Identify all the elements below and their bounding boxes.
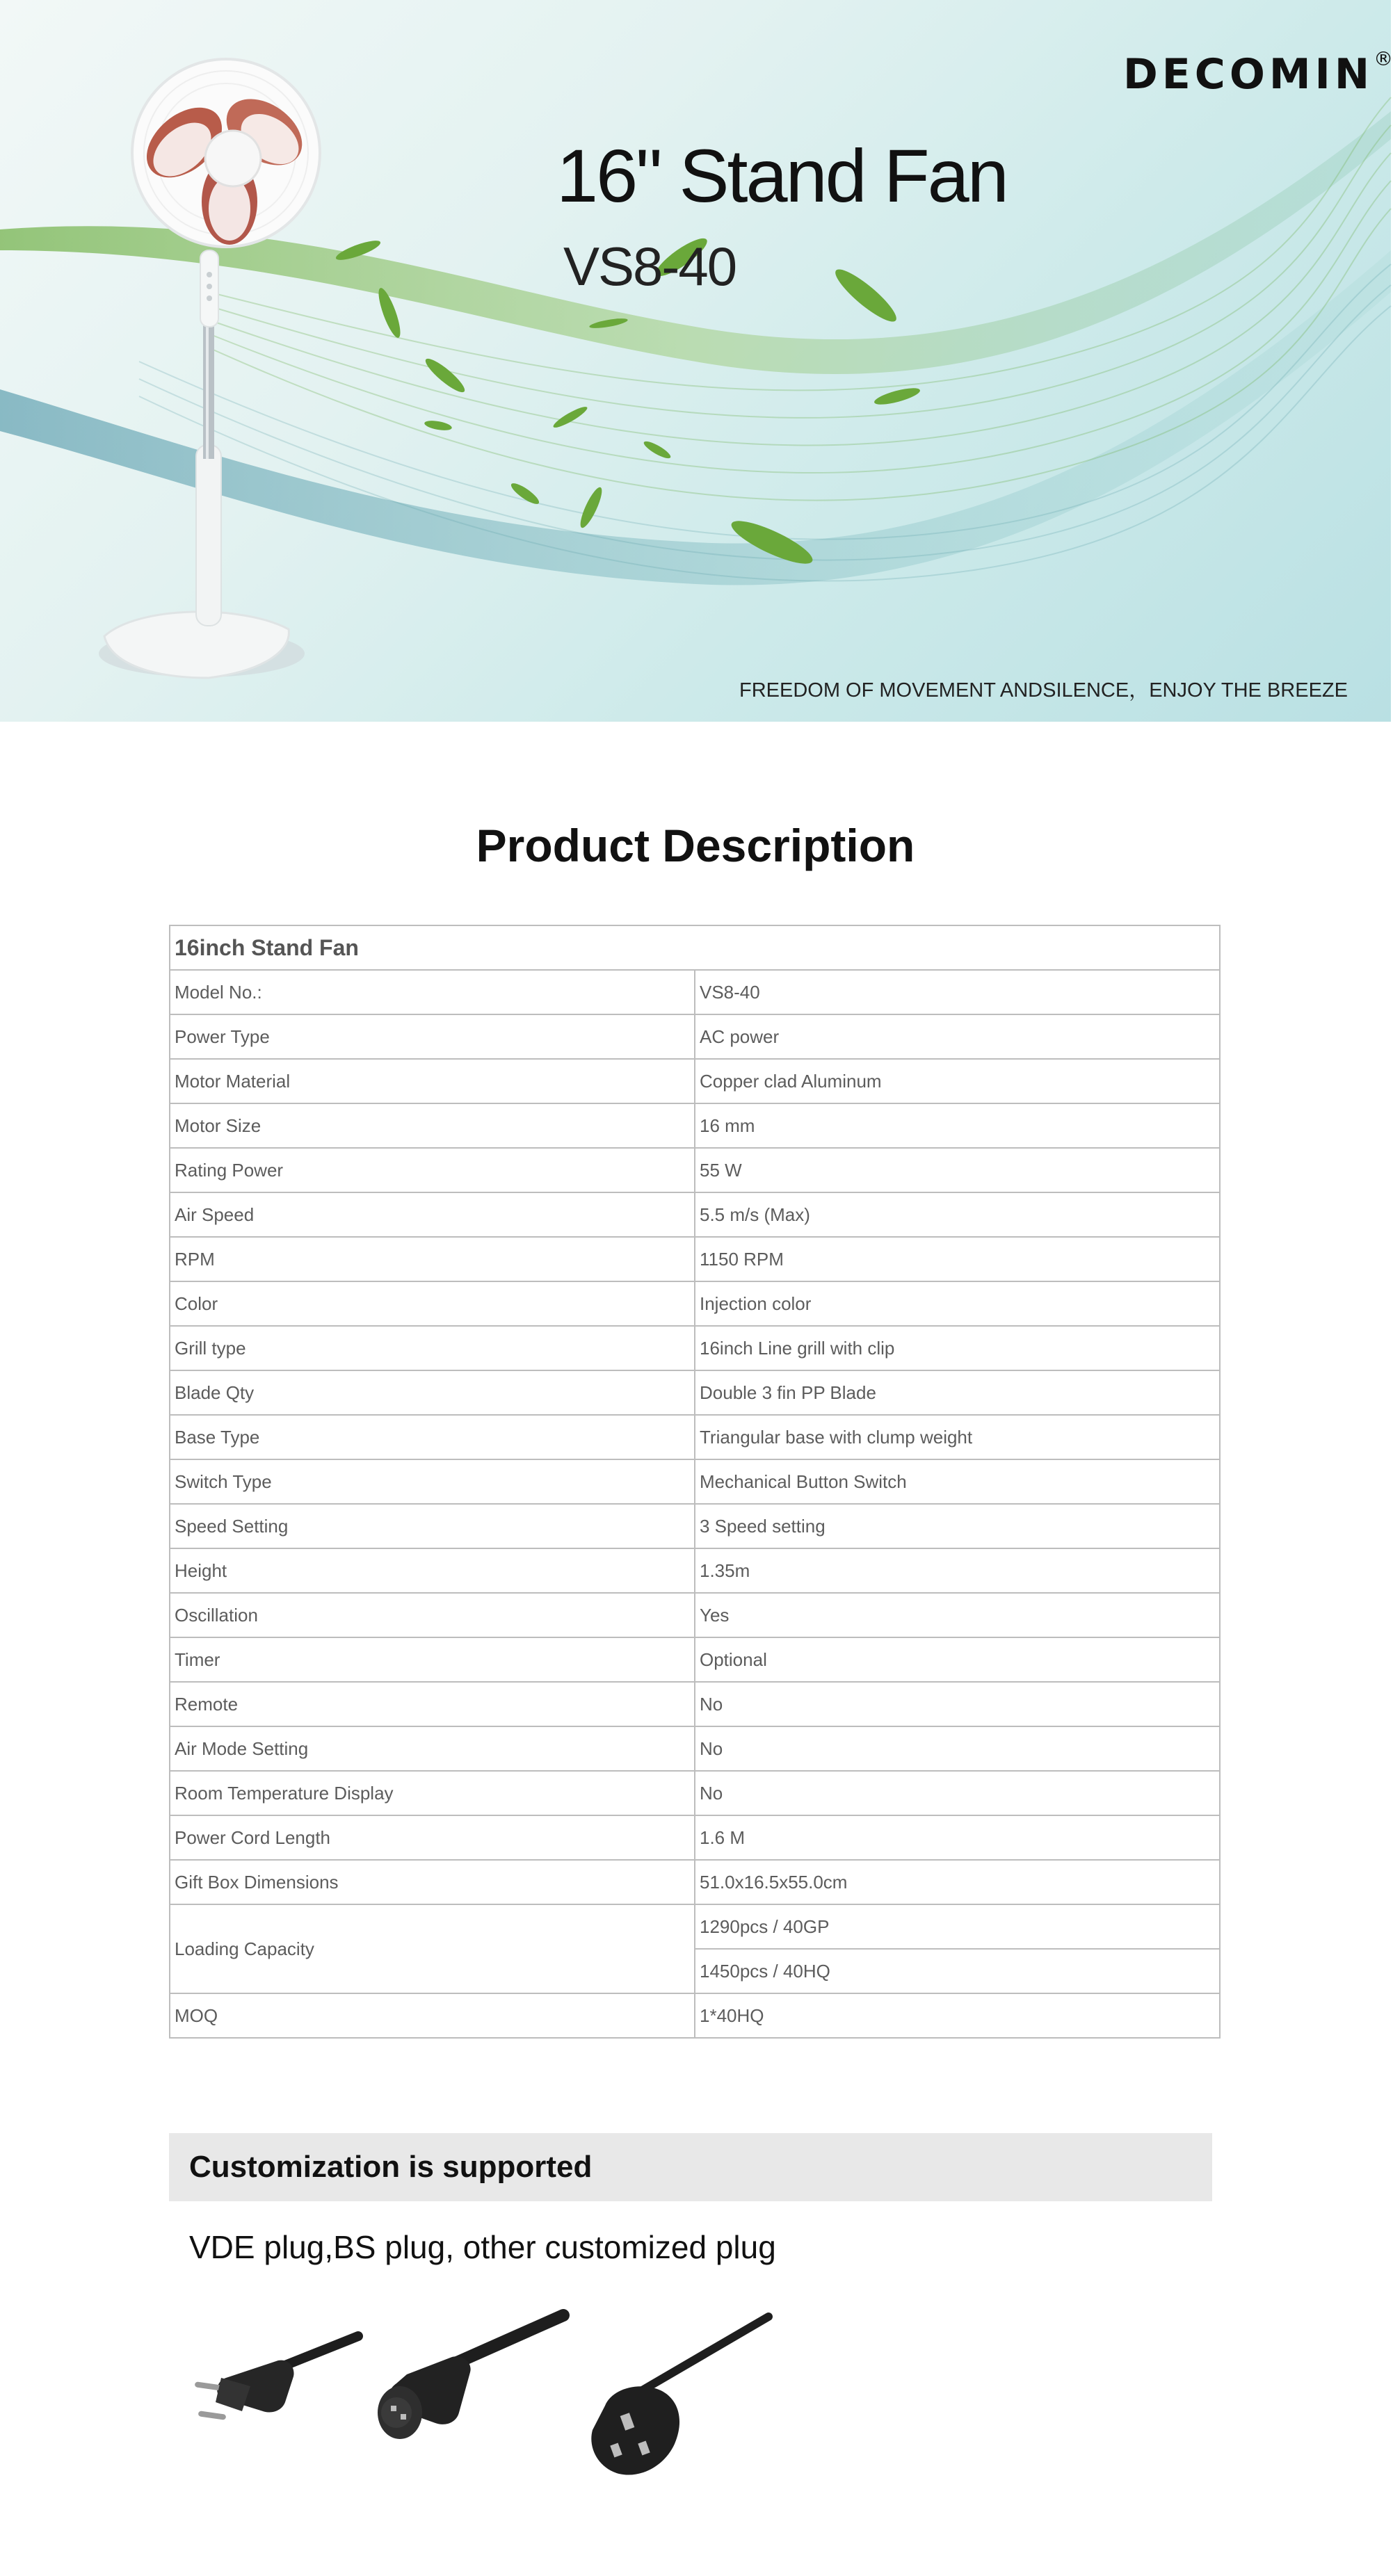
customization-bar [169, 2133, 1212, 2201]
spec-table [169, 925, 1221, 2039]
hero-banner [0, 0, 1391, 722]
spec-value: 1290pcs / 40GP [695, 1904, 1220, 1949]
spec-label: Switch Type [170, 1459, 695, 1504]
table-row [170, 1459, 1220, 1504]
spec-label: Remote [170, 1682, 695, 1726]
spec-value: Double 3 fin PP Blade [695, 1370, 1220, 1415]
spec-value: No [695, 1682, 1220, 1726]
spec-value: 1150 RPM [695, 1237, 1220, 1281]
table-row [170, 1771, 1220, 1815]
plug-options-text: VDE plug,BS plug, other customized plug [189, 2229, 776, 2265]
vde-plug-icon [195, 2336, 358, 2420]
spec-value: 1450pcs / 40HQ [695, 1949, 1220, 1993]
spec-label: Loading Capacity [170, 1904, 695, 1993]
spec-value: 1*40HQ [695, 1993, 1220, 2038]
product-model: VS8-40 [563, 236, 736, 297]
spec-label: Height [170, 1548, 695, 1593]
table-row [170, 1192, 1220, 1237]
spec-value: No [695, 1771, 1220, 1815]
table-row [170, 1904, 1220, 1949]
spec-value: 1.35m [695, 1548, 1220, 1593]
spec-value: 1.6 M [695, 1815, 1220, 1860]
spec-table-header: 16inch Stand Fan [170, 925, 1220, 970]
spec-value: 55 W [695, 1148, 1220, 1192]
plug-images [167, 2308, 793, 2517]
spec-value: Copper clad Aluminum [695, 1059, 1220, 1103]
spec-value: Optional [695, 1637, 1220, 1682]
customization-heading: Customization is supported [189, 2150, 593, 2184]
spec-label: Base Type [170, 1415, 695, 1459]
spec-label: Power Cord Length [170, 1815, 695, 1860]
brand-name: DECOMIN [1123, 50, 1374, 99]
registered-mark: ® [1374, 47, 1393, 70]
table-row [170, 1548, 1220, 1593]
table-row [170, 1815, 1220, 1860]
table-row [170, 1014, 1220, 1059]
brand-logo [1123, 47, 1393, 99]
spec-value: AC power [695, 1014, 1220, 1059]
spec-label: Model No.: [170, 970, 695, 1014]
table-row [170, 970, 1220, 1014]
spec-value: 5.5 m/s (Max) [695, 1192, 1220, 1237]
spec-label: Timer [170, 1637, 695, 1682]
table-row [170, 1059, 1220, 1103]
spec-label: Motor Size [170, 1103, 695, 1148]
spec-value: Yes [695, 1593, 1220, 1637]
table-row [170, 1370, 1220, 1415]
table-row [170, 1593, 1220, 1637]
spec-value: 51.0x16.5x55.0cm [695, 1860, 1220, 1904]
table-row [170, 1148, 1220, 1192]
spec-label: Color [170, 1281, 695, 1326]
table-row [170, 1281, 1220, 1326]
spec-label: Blade Qty [170, 1370, 695, 1415]
spec-label: Oscillation [170, 1593, 695, 1637]
product-title: 16" Stand Fan [556, 133, 1007, 218]
spec-value: VS8-40 [695, 970, 1220, 1014]
table-row [170, 1993, 1220, 2038]
hero-slogan: FREEDOM OF MOVEMENT ANDSILENCE，ENJOY THE BREEZE [739, 679, 1348, 702]
spec-label: Gift Box Dimensions [170, 1860, 695, 1904]
spec-value: Triangular base with clump weight [695, 1415, 1220, 1459]
schuko-plug-icon [378, 2315, 563, 2439]
table-row [170, 1504, 1220, 1548]
spec-value: Mechanical Button Switch [695, 1459, 1220, 1504]
spec-label: Motor Material [170, 1059, 695, 1103]
table-row [170, 1637, 1220, 1682]
table-row [170, 1103, 1220, 1148]
table-row [170, 1726, 1220, 1771]
table-row [170, 1237, 1220, 1281]
spec-value: 3 Speed setting [695, 1504, 1220, 1548]
section-title: Product Description [476, 820, 915, 871]
table-row [170, 1682, 1220, 1726]
spec-label: RPM [170, 1237, 695, 1281]
spec-value: 16inch Line grill with clip [695, 1326, 1220, 1370]
table-row [170, 1326, 1220, 1370]
stand-fan-illustration [99, 59, 320, 678]
spec-label: Room Temperature Display [170, 1771, 695, 1815]
bs-plug-icon [591, 2317, 768, 2475]
spec-label: Grill type [170, 1326, 695, 1370]
spec-table-header-row [170, 925, 1220, 970]
spec-label: Speed Setting [170, 1504, 695, 1548]
spec-label: Rating Power [170, 1148, 695, 1192]
spec-label: Air Speed [170, 1192, 695, 1237]
table-row [170, 1415, 1220, 1459]
spec-label: MOQ [170, 1993, 695, 2038]
spec-value: Injection color [695, 1281, 1220, 1326]
wave-background [0, 0, 1391, 722]
spec-value: No [695, 1726, 1220, 1771]
table-row [170, 1860, 1220, 1904]
spec-value: 16 mm [695, 1103, 1220, 1148]
spec-label: Air Mode Setting [170, 1726, 695, 1771]
spec-label: Power Type [170, 1014, 695, 1059]
